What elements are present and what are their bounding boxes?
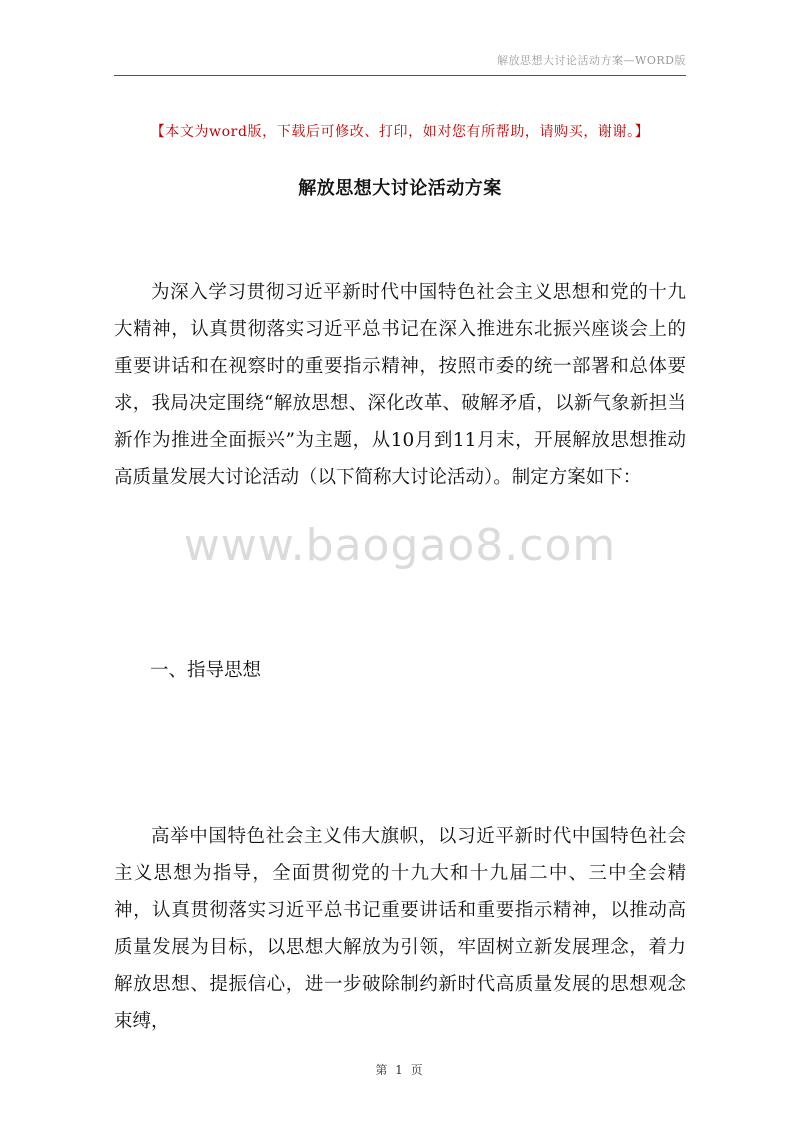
intro-paragraph: 为深入学习贯彻习近平新时代中国特色社会主义思想和党的十九大精神，认真贯彻落实习近平总书记在深入推进东北振兴座谈会上的重要讲话和在视察时的重要指示精神，按照市委的统一部署和总体要求，我局决定围绕“解放思想、深化改革、破解矛盾，以新气象新担当新作为推进全面振兴”为主题，从10月到11月末，开展解放思想推动高质量发展大讨论活动（以下简称大讨论活动）。制定方案如下： [114, 282, 686, 488]
guiding-ideology-paragraph: 高举中国特色社会主义伟大旗帜，以习近平新时代中国特色社会主义思想为指导，全面贯彻党的十九大和十九届二中、三中全会精神，认真贯彻落实习近平总书记重要讲话和重要指示精神，以推动高质量发展为目标，以思想大解放为引领，牢固树立新发展理念，着力解放思想、提振信心，进一步破除制约新时代高质量发展的思想观念束缚， [114, 826, 686, 1032]
running-header: 解放思想大讨论活动方案—WORD版 [497, 54, 686, 67]
header-divider [114, 75, 686, 76]
purchase-notice: 【本文为word版，下载后可修改、打印，如对您有所帮助，请购买，谢谢。】 [150, 124, 650, 140]
section-heading-guiding-ideology: 一、指导思想 [150, 660, 262, 681]
page-number: 第 1 页 [375, 1063, 425, 1077]
watermark: www.baogao8.com [183, 520, 617, 571]
document-title: 解放思想大讨论活动方案 [298, 178, 502, 199]
